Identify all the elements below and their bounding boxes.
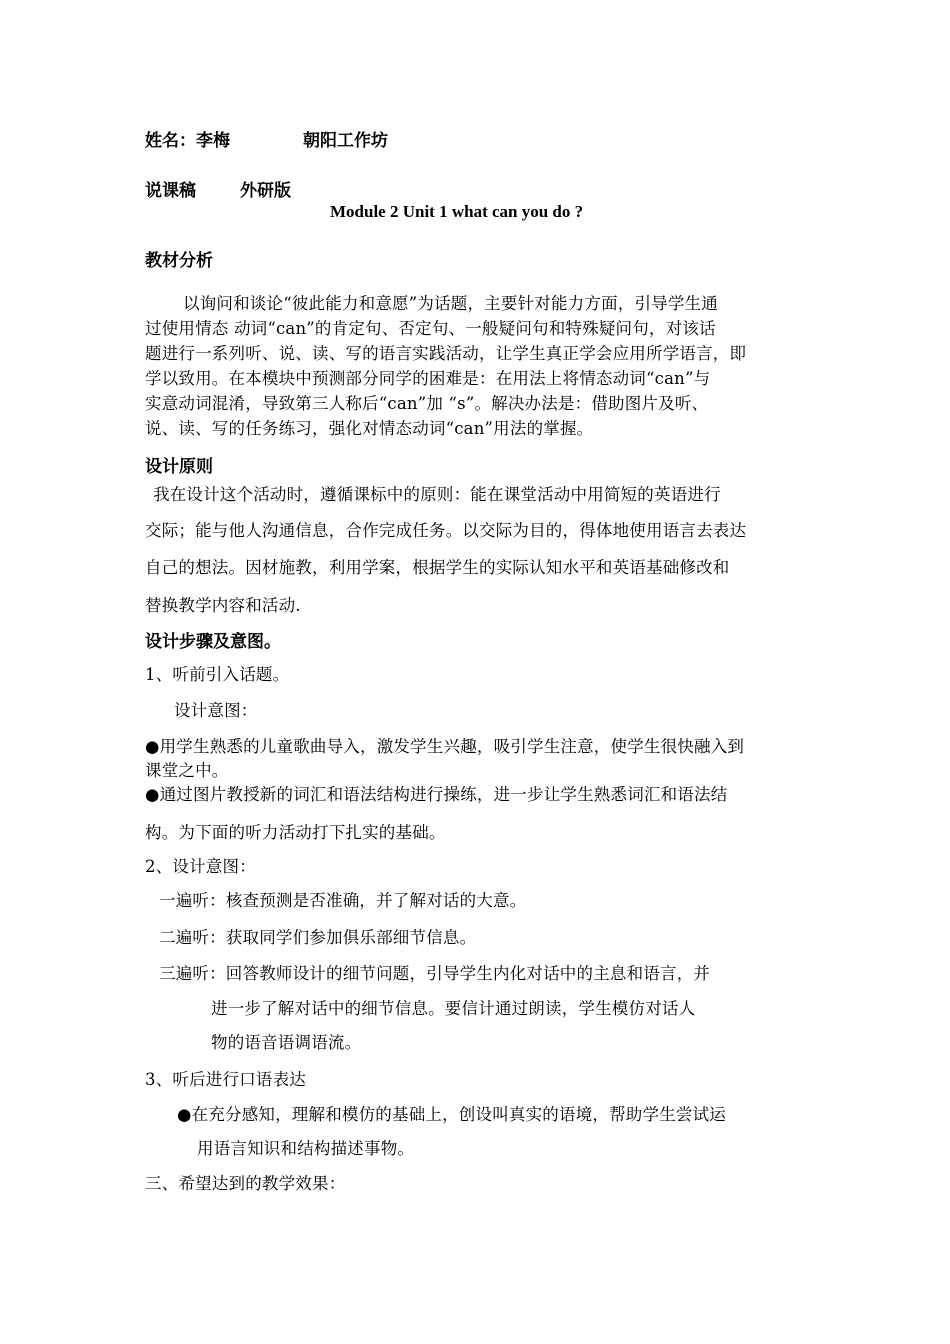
analysis-line: 实意动词混淆，导致第三人称后“can”加 “s”。解决办法是：借助图片及听、 [145, 394, 709, 413]
step1-title: 1、听前引入话题。 [145, 665, 290, 684]
principle-line: 自己的想法。因材施教，利用学案，根据学生的实际认知水平和英语基础修改和 [145, 558, 730, 577]
lesson-title: Module 2 Unit 1 what can you do ? [330, 202, 584, 221]
principle-line: 交际；能与他人沟通信息，合作完成任务。以交际为目的，得体地使用语言去表达 [145, 521, 747, 540]
analysis-line: 题进行一系列听、说、读、写的语言实践活动，让学生真正学会应用所学语言，即 [145, 344, 747, 363]
principle-heading: 设计原则 [145, 457, 213, 477]
bullet-item: 课堂之中。 [145, 761, 229, 780]
bullet-item: 用语言知识和结构描述事物。 [197, 1139, 415, 1158]
listen-second: 二遍听：获取同学们参加俱乐部细节信息。 [159, 928, 477, 947]
section3-title: 三、希望达到的教学效果： [145, 1174, 346, 1193]
step2-title: 2、设计意图： [145, 857, 256, 876]
steps-heading: 设计步骤及意图。 [145, 632, 281, 652]
principle-line: 我在设计这个活动时，遵循课标中的原则：能在课堂活动中用简短的英语进行 [153, 485, 721, 504]
step1-intent: 设计意图： [174, 701, 258, 720]
analysis-line: 以询问和谈论“彼此能力和意愿”为话题，主要针对能力方面，引导学生通 [183, 294, 718, 313]
workshop-name: 朝阳工作坊 [303, 131, 388, 151]
bullet-item: ●在充分感知，理解和模仿的基础上，创设叫真实的语境，帮助学生尝试运 [177, 1105, 726, 1124]
publisher: 外研版 [240, 181, 291, 201]
analysis-line: 过使用情态 动词“can”的肯定句、否定句、一般疑问句和特殊疑问句，对该话 [145, 319, 716, 338]
principle-line: 替换教学内容和活动. [145, 596, 301, 615]
listen-third-cont: 进一步了解对话中的细节信息。要信计通过朗读，学生模仿对话人 [211, 999, 696, 1018]
author-name: 姓名：李梅 [145, 131, 230, 151]
step3-title: 3、听后进行口语表达 [145, 1070, 306, 1089]
analysis-line: 学以致用。在本模块中预测部分同学的困难是：在用法上将情态动词“can”与 [145, 369, 711, 388]
listen-third-cont: 物的语音语调语流。 [211, 1033, 362, 1052]
bullet-item: ●通过图片教授新的词汇和语法结构进行操练，进一步让学生熟悉词汇和语法结 [145, 785, 728, 804]
document-type: 说课稿 [145, 181, 196, 201]
listen-first: 一遍听：核查预测是否准确，并了解对话的大意。 [159, 891, 527, 910]
bullet-item: ●用学生熟悉的儿童歌曲导入，激发学生兴趣，吸引学生注意，使学生很快融入到 [145, 737, 745, 756]
listen-third: 三遍听：回答教师设计的细节问题，引导学生内化对话中的主息和语言，并 [159, 964, 711, 983]
analysis-heading: 教材分析 [145, 251, 213, 271]
analysis-line: 说、读、写的任务练习，强化对情态动词“can”用法的掌握。 [145, 419, 594, 438]
bullet-item: 构。为下面的听力活动打下扎实的基础。 [145, 823, 446, 842]
